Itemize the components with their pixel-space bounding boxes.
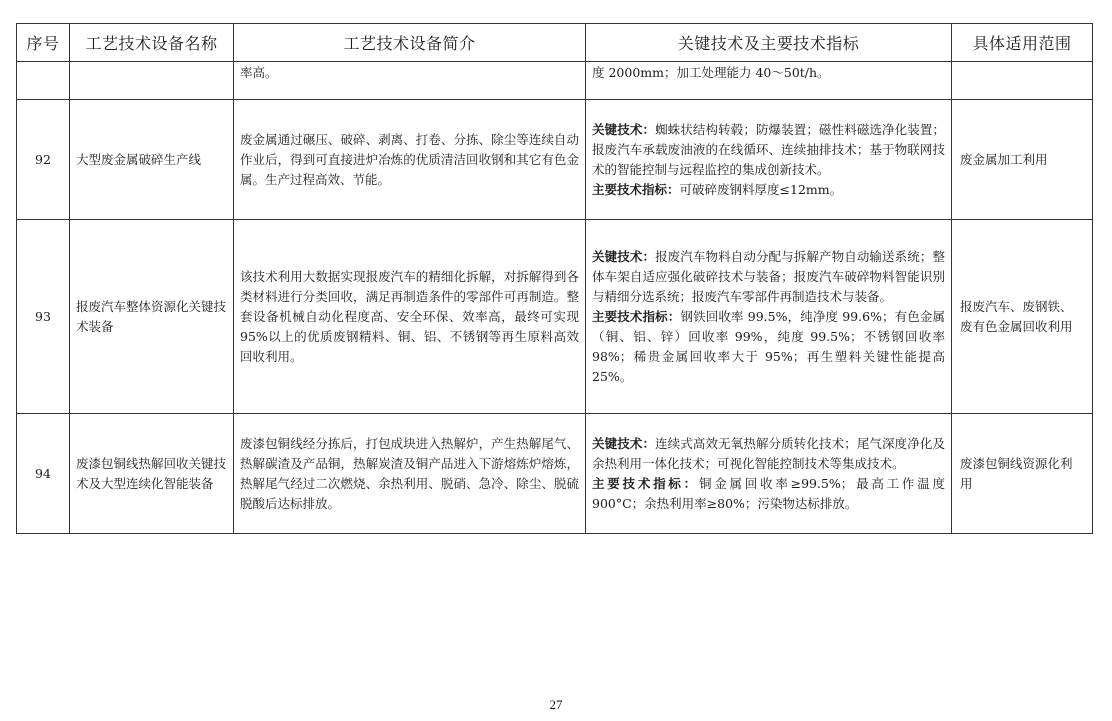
row-name: 报废汽车整体资源化关键技术装备 [70, 220, 234, 414]
row-name: 废漆包铜线热解回收关键技术及大型连续化智能装备 [70, 414, 234, 534]
catalog-table [16, 23, 1093, 534]
main-index-text: 可破碎废钢料厚度≤12mm。 [679, 181, 843, 197]
row-no: 94 [17, 414, 70, 534]
page-number: 27 [549, 697, 563, 712]
row-scope: 报废汽车、废钢铁、废有色金属回收利用 [952, 220, 1093, 414]
cont-desc-cell: 率高。 [234, 62, 586, 100]
row-scope: 废金属加工利用 [952, 100, 1093, 220]
main-index-label: 主要技术指标： [592, 475, 699, 491]
cont-scope-cell [952, 62, 1093, 100]
row-tech [586, 414, 952, 534]
main-index-label: 主要技术指标： [592, 308, 681, 324]
row-desc: 废金属通过碾压、破碎、剥离、打卷、分拣、除尘等连续自动作业后，得到可直接进炉冶炼的优质清洁回收钢和其它有色金属。生产过程高效、节能。 [234, 100, 586, 220]
main-index-label: 主要技术指标： [592, 181, 680, 197]
table-row [17, 100, 1093, 220]
key-tech-text: 蜘蛛状结构转毂；防爆装置；磁性料磁选净化装置；报废汽车承载废油液的在线循环、连续抽排技术；基于物联网技术的智能控制与远程监控的集成创新技术。 [592, 121, 945, 177]
main-index-text: 铜金属回收率≥99.5%；最高工作温度 900°C；余热利用率≥80%；污染物达标排放。 [592, 475, 945, 511]
main-index-text: 钢铁回收率 99.5%，纯净度 99.6%；有色金属（铜、铝、锌）回收率 99%，纯度 99.5%；不锈钢回收率 98%；稀贵金属回收率大于 95%；再生塑料关键性能提高 25%。 [592, 308, 945, 384]
key-tech-text: 报废汽车物料自动分配与拆解产物自动输送系统；整体车架自适应强化破碎技术与装备；报废汽车破碎物料智能识别与精细分选系统；报废汽车零部件再制造技术与装备。 [592, 248, 945, 304]
table-row-continuation [17, 62, 1093, 100]
table-row [17, 220, 1093, 414]
key-tech-label: 关键技术： [592, 248, 656, 264]
header-desc: 工艺技术设备简介 [234, 24, 586, 62]
key-tech-label: 关键技术： [592, 121, 656, 137]
row-name: 大型废金属破碎生产线 [70, 100, 234, 220]
table-row [17, 414, 1093, 534]
cont-no-cell [17, 62, 70, 100]
header-scope: 具体适用范围 [952, 24, 1093, 62]
row-no: 93 [17, 220, 70, 414]
key-tech-label: 关键技术： [592, 435, 656, 451]
cont-name-cell [70, 62, 234, 100]
header-row [17, 24, 1093, 62]
key-tech-text: 连续式高效无氧热解分质转化技术；尾气深度净化及余热利用一体化技术；可视化智能控制技术等集成技术。 [592, 435, 945, 471]
header-no: 序号 [17, 24, 70, 62]
cont-tech-cell: 度 2000mm；加工处理能力 40～50t/h。 [586, 62, 952, 100]
row-tech [586, 220, 952, 414]
row-tech [586, 100, 952, 220]
row-desc: 该技术利用大数据实现报废汽车的精细化拆解，对拆解得到各类材料进行分类回收，满足再制造条件的零部件可再制造。整套设备机械自动化程度高、安全环保、效率高，最终可实现 95%以上的优质废钢精料、铜、铝、不锈钢等再生原料高效回收利用。 [234, 220, 586, 414]
row-desc: 废漆包铜线经分拣后，打包成块进入热解炉，产生热解尾气、热解碳渣及产品铜，热解炭渣及铜产品进入下游熔炼炉熔炼，热解尾气经过二次燃烧、余热利用、脱硝、急冷、除尘、脱硫脱酸后达标排放。 [234, 414, 586, 534]
header-tech: 关键技术及主要技术指标 [586, 24, 952, 62]
row-scope: 废漆包铜线资源化利用 [952, 414, 1093, 534]
header-name: 工艺技术设备名称 [70, 24, 234, 62]
row-no: 92 [17, 100, 70, 220]
